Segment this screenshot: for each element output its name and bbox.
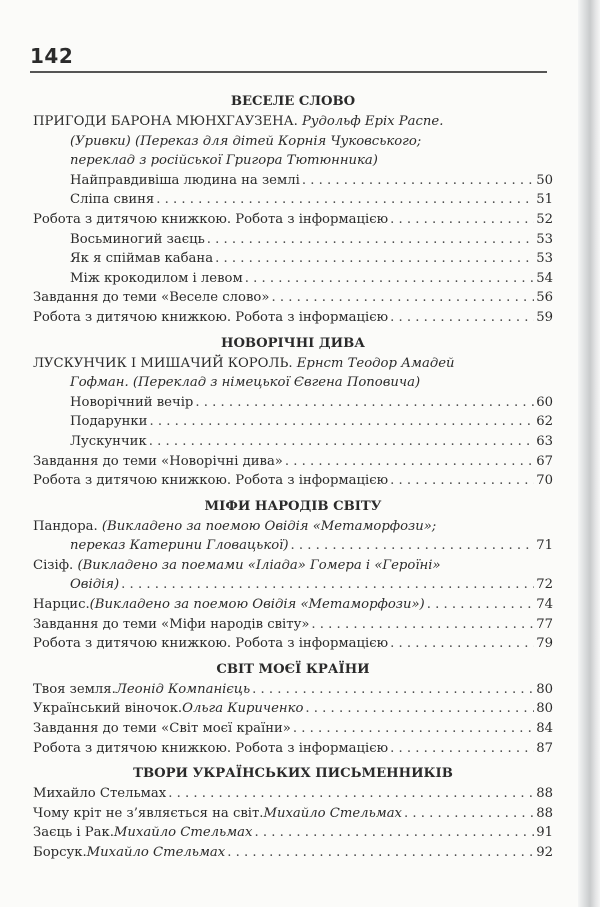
toc-entry-line[interactable] [33, 536, 553, 556]
entry-note: (Викладено за поемою Овідія «Метаморфози») [89, 597, 425, 613]
toc-entry[interactable] [33, 230, 553, 250]
leader-dots [390, 739, 534, 759]
leader-dots [254, 823, 534, 843]
toc-entry[interactable] [33, 393, 553, 413]
entry-author: Леонід Компанієць [115, 681, 251, 697]
toc-entry[interactable] [33, 249, 553, 269]
book-binding-shadow [578, 0, 600, 907]
leader-dots [311, 615, 534, 635]
leader-dots [245, 269, 534, 289]
entry-title: Лускунчик [70, 433, 147, 449]
entry-page: 59 [536, 309, 553, 325]
leader-dots [427, 595, 535, 615]
leader-dots [215, 249, 534, 269]
header-rule [30, 71, 547, 73]
leader-dots [227, 843, 534, 863]
toc-entry[interactable] [33, 210, 553, 230]
toc-entry[interactable] [33, 680, 553, 700]
entry-title: Український віночок. [33, 701, 183, 717]
section-title: СВІТ МОЄЇ КРАЇНИ [216, 661, 370, 677]
work-heading-line [33, 373, 553, 393]
toc-entry[interactable] [33, 452, 553, 472]
toc-entry[interactable] [33, 471, 553, 491]
work-note: Гофман. (Переклад з німецької Євгена Поповича) [70, 375, 421, 391]
entry-note: (Викладено за поемами «Іліада» Гомера і «Героїні» [77, 557, 441, 573]
toc-entry-line[interactable] [33, 575, 553, 595]
entry-title: Між крокодилом і левом [70, 270, 243, 286]
entry-author: Ольга Кириченко [182, 701, 304, 717]
section-title: ТВОРИ УКРАЇНСЬКИХ ПИСЬМЕННИКІВ [133, 766, 453, 782]
entry-page: 52 [536, 211, 553, 227]
entry-title: Подарунки [70, 414, 148, 430]
leader-dots [168, 784, 534, 804]
entry-page: 53 [536, 251, 553, 267]
entry-page: 74 [536, 597, 553, 613]
toc-entry[interactable] [33, 615, 553, 635]
entry-title: Нарцис. [33, 597, 90, 613]
entry-title: Завдання до теми «Новорічні дива» [33, 453, 283, 469]
toc-entry[interactable] [33, 634, 553, 654]
section-title: НОВОРІЧНІ ДИВА [220, 335, 365, 351]
leader-dots [390, 308, 534, 328]
entry-title: Робота з дитячою книжкою. Робота з інформацією [33, 309, 389, 325]
entry-title: Заєць і Рак. [33, 825, 114, 841]
entry-author: Михайло Стельмах [113, 825, 253, 841]
toc-entry-line[interactable] [33, 556, 553, 576]
work-note: (Уривки) (Переказ для дітей Корнія Чуковського; [70, 133, 422, 149]
work-author: Ернст Теодор Амадей [296, 355, 455, 371]
toc-entry[interactable] [33, 804, 553, 824]
leader-dots [390, 634, 534, 654]
work-author: Рудольф Еріх Распе. [301, 114, 444, 129]
leader-dots [195, 393, 534, 413]
entry-page: 51 [536, 192, 553, 208]
entry-page: 70 [536, 473, 553, 489]
toc-entry[interactable] [33, 699, 553, 719]
leader-dots [271, 288, 534, 308]
toc-entry[interactable] [33, 843, 553, 863]
entry-page: 62 [536, 414, 553, 430]
entry-page: 80 [536, 681, 553, 697]
entry-page: 87 [536, 740, 553, 756]
work-heading-line [33, 132, 553, 152]
section-title: МІФИ НАРОДІВ СВІТУ [204, 498, 382, 514]
table-of-contents [33, 92, 553, 863]
toc-entry[interactable] [33, 171, 553, 191]
entry-author: Михайло Стельмах [263, 805, 402, 821]
entry-title: Завдання до теми «Світ моєї країни» [33, 721, 291, 737]
leader-dots [305, 699, 534, 719]
toc-entry[interactable] [33, 190, 553, 210]
leader-dots [302, 171, 534, 191]
entry-page: 56 [536, 290, 553, 306]
entry-page: 79 [536, 636, 553, 652]
leader-dots [390, 471, 534, 491]
entry-title: Пандора. [33, 518, 102, 534]
entry-title: Як я спіймав кабана [70, 251, 214, 267]
leader-dots [291, 536, 535, 556]
toc-entry[interactable] [33, 823, 553, 843]
entry-title: Твоя земля. [33, 681, 116, 697]
entry-title: Завдання до теми «Міфи народів світу» [33, 616, 310, 632]
entry-page: 71 [536, 538, 553, 554]
leader-dots [252, 680, 534, 700]
entry-page: 60 [536, 394, 553, 410]
entry-page: 88 [536, 805, 553, 821]
entry-title: Восьминогий заєць [70, 231, 205, 247]
work-heading-line [33, 151, 553, 171]
entry-title: Михайло Стельмах [33, 786, 167, 802]
entry-page: 92 [536, 845, 553, 860]
leader-dots [121, 575, 534, 595]
toc-entry[interactable] [33, 288, 553, 308]
page-number: 142 [30, 44, 74, 68]
leader-dots [404, 804, 534, 824]
toc-entry[interactable] [33, 739, 553, 759]
entry-title: Чому кріт не з’являється на світ. [33, 805, 264, 821]
entry-page: 67 [536, 453, 553, 469]
work-heading-line [33, 354, 553, 374]
work-note: переклад з російської Григора Тютюнника) [70, 153, 378, 169]
entry-title: Сізіф. [33, 557, 78, 573]
entry-title: Робота з дитячою книжкою. Робота з інформацією [33, 473, 389, 489]
entry-page: 80 [536, 701, 553, 717]
entry-author: Михайло Стельмах [86, 845, 226, 860]
work-heading-line [33, 112, 553, 132]
leader-dots [293, 719, 534, 739]
entry-page: 53 [536, 231, 553, 247]
leader-dots [390, 210, 534, 230]
entry-page: 77 [536, 616, 553, 632]
entry-title: Завдання до теми «Веселе слово» [33, 290, 270, 306]
toc-entry[interactable] [33, 784, 553, 804]
leader-dots [285, 452, 534, 472]
entry-note: Овідія) [70, 577, 120, 593]
entry-note: (Викладено за поемою Овідія «Метаморфози»; [101, 518, 437, 534]
work-title: ЛУСКУНЧИК І МИШАЧИЙ КОРОЛЬ. [33, 355, 297, 371]
entry-title: Новорічний вечір [70, 394, 194, 410]
entry-page: 72 [536, 577, 553, 593]
toc-entry[interactable] [33, 308, 553, 328]
toc-entry[interactable] [33, 269, 553, 289]
entry-title: Робота з дитячою книжкою. Робота з інформацією [33, 740, 389, 756]
leader-dots [149, 412, 534, 432]
entry-page: 50 [536, 172, 553, 188]
entry-note: переказ Катерини Гловацької) [70, 538, 289, 554]
entry-title: Робота з дитячою книжкою. Робота з інформацією [33, 636, 389, 652]
entry-title: Борсук. [33, 845, 87, 860]
entry-page: 54 [536, 270, 553, 286]
entry-page: 91 [536, 825, 553, 841]
entry-page: 84 [536, 721, 553, 737]
toc-entry[interactable] [33, 432, 553, 452]
entry-title: Сліпа свиня [70, 192, 155, 208]
leader-dots [149, 432, 535, 452]
toc-entry[interactable] [33, 595, 553, 615]
entry-page: 88 [536, 786, 553, 802]
toc-entry[interactable] [33, 412, 553, 432]
work-title: ПРИГОДИ БАРОНА МЮНХГАУЗЕНА. [33, 114, 302, 129]
leader-dots [156, 190, 534, 210]
entry-title: Найправдивіша людина на землі [70, 172, 300, 188]
leader-dots [207, 230, 534, 250]
section-title: ВЕСЕЛЕ СЛОВО [230, 94, 356, 109]
toc-entry-line[interactable] [33, 517, 553, 537]
entry-page: 63 [536, 433, 553, 449]
entry-title: Робота з дитячою книжкою. Робота з інформацією [33, 211, 389, 227]
toc-entry[interactable] [33, 719, 553, 739]
